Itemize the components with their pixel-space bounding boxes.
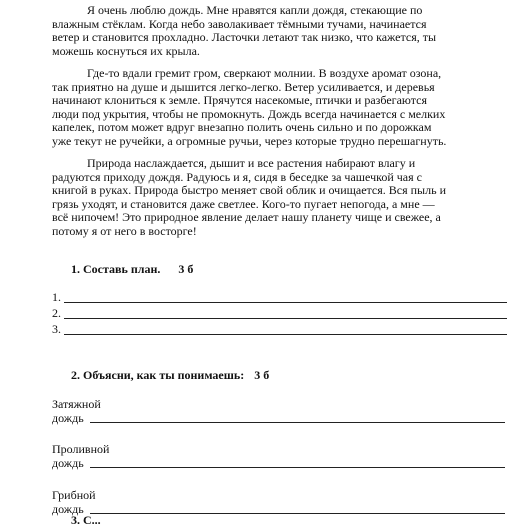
answer-rule — [64, 318, 507, 319]
plan-answer-line-2[interactable] — [52, 306, 507, 320]
task-2-heading — [71, 368, 269, 383]
text-line: всё нипочем! Это природное явление делает нашу планету чище и свежее, а — [52, 210, 441, 224]
answer-rule — [90, 513, 505, 514]
answer-rule — [90, 422, 505, 423]
text-line: можешь коснуться их крыла. — [52, 43, 200, 58]
line-number: 2. — [52, 306, 61, 320]
answer-rule — [90, 467, 505, 468]
text-line: влажным стёклам. Когда небо заволакивает тёмными тучами, начинается — [52, 16, 427, 31]
text-line: капелек, потом может вдруг внезапно полить очень сильно и по дорожкам — [52, 120, 432, 134]
text-line: так приятно на душе и дышится легко-легко. Ветер усиливается, и деревья — [52, 79, 435, 94]
line-number: 3. — [52, 322, 61, 336]
text-line: Природа наслаждается, дышит и все растения набирают влагу и — [87, 156, 416, 170]
task-2-points: 3 б — [254, 368, 270, 382]
term-adjective: Затяжной — [52, 397, 101, 411]
plan-answer-line-1[interactable] — [52, 290, 507, 304]
line-number: 1. — [52, 290, 61, 304]
text-line: Я очень люблю дождь. Мне нравятся капли дождя, стекающие по — [87, 3, 423, 17]
text-line: книгой в руках. Природа быстро меняет свой облик и очищается. Вся пыль и — [52, 183, 446, 197]
text-line: Где-то вдали гремит гром, сверкают молнии. В воздухе аромат озона, — [87, 66, 442, 80]
text-line: люди под укрытия, чтобы не промокнуть. Дождь всегда начинается с мелких — [52, 106, 446, 121]
term-item[interactable] — [52, 442, 507, 470]
text-line: радуются приходу дождя. Радуюсь и я, сидя в беседке за чашечкой чая с — [52, 169, 422, 184]
task-1-points: 3 б — [178, 262, 194, 276]
term-noun: дождь — [52, 456, 84, 470]
text-line: ветер и становится прохладно. Ласточки летают так низко, что кажется, ты — [52, 30, 437, 44]
paragraph-2 — [52, 67, 507, 148]
term-adjective: Грибной — [52, 488, 96, 502]
term-noun: дождь — [52, 411, 84, 425]
task-2-title: 2. Объясни, как ты понимаешь: — [71, 368, 245, 382]
task-3-title: 3. С... — [71, 513, 101, 527]
term-item[interactable] — [52, 488, 507, 516]
text-line: грязь уходят, и становится даже светлее. Кого-то пугает непогода, а мне — — [52, 196, 435, 211]
term-item[interactable] — [52, 397, 507, 425]
answer-rule — [64, 334, 507, 335]
term-noun: дождь — [52, 502, 84, 516]
paragraph-3 — [52, 157, 507, 238]
task-1-title: 1. Составь план. — [71, 262, 161, 276]
task-1-heading — [71, 262, 193, 277]
text-line: потому я от него в восторге! — [52, 223, 197, 238]
plan-answer-line-3[interactable] — [52, 322, 507, 336]
paragraph-1 — [52, 4, 507, 58]
text-line: начинают клониться к земле. Прячутся насекомые, птички и разбегаются — [52, 93, 427, 107]
text-line: уже текут не ручейки, а огромные ручьи, через которые трудно перешагнуть. — [52, 133, 447, 148]
answer-rule — [64, 302, 507, 303]
term-adjective: Проливной — [52, 442, 110, 456]
